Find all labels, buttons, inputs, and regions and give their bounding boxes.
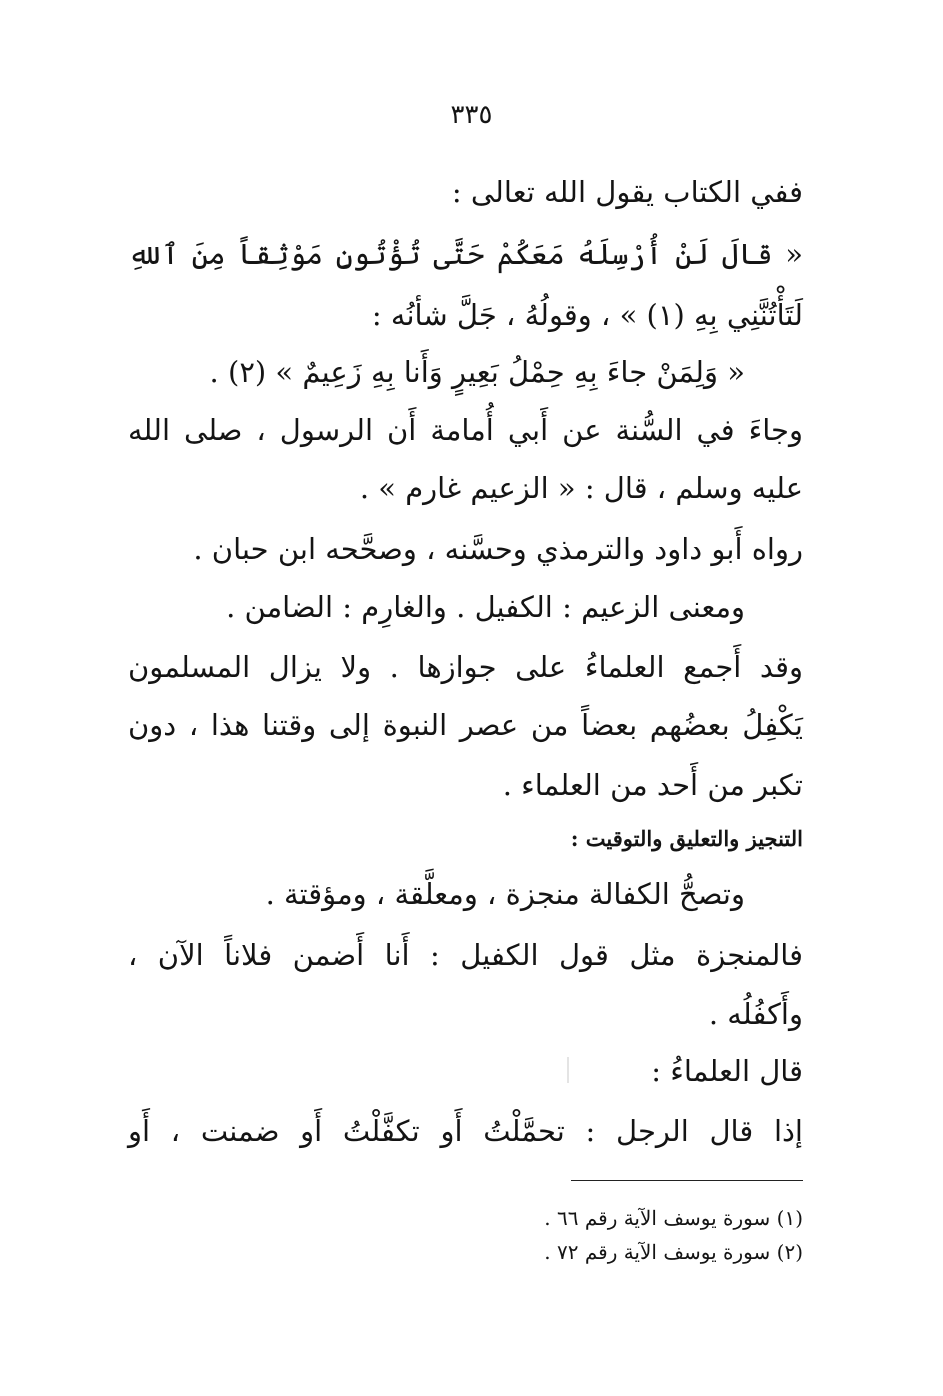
footnote: (١) سورة يوسف الآية رقم ٦٦ . [544,1206,803,1230]
quran-verse-line: « وَلِمَنْ جاءَ بِهِ حِمْلُ بَعِيرٍ وَأَنا بِهِ زَعِيمٌ » (٢) . [209,355,745,389]
text-line: وأَكفُلُه . [708,997,803,1031]
footnote-divider [571,1180,803,1181]
quran-verse-line: « قالَ لَنْ أُرْسِلَهُ مَعَكُمْ حَتَّى تُؤْتُونِ مَوْثِقاً مِنَ ٱللهِ [128,237,803,271]
page-number: ٣٣٥ [450,100,493,130]
quran-verse-line: لَتَأْتُنَّنِي بِهِ (١) » ، وقولُهُ ، جَلَّ شأنُه : [371,298,803,332]
scan-artifact [567,1057,569,1083]
text-line: قال العلماءُ : [651,1054,803,1088]
text-line: رواه أَبو داود والترمذي وحسَّنه ، وصحَّحه ابن حبان . [193,532,803,566]
text-line: وجاءَ في السُّنة عن أَبي أُمامة أَن الرسول ، صلى الله [128,413,803,447]
text-line: يَكْفِلُ بعضُهم بعضاً من عصر النبوة إلى وقتنا هذا ، دون [128,708,803,742]
text-line: فالمنجزة مثل قول الكفيل : أَنا أَضمن فلاناً الآن ، [128,938,803,972]
text-line: تكبر من أَحد من العلماء . [502,768,803,802]
text-line: وتصحُّ الكفالة منجزة ، ومعلَّقة ، ومؤقتة . [265,877,745,911]
footnote: (٢) سورة يوسف الآية رقم ٧٢ . [544,1240,803,1264]
text-line: ففي الكتاب يقول الله تعالى : [451,175,803,209]
text-line: عليه وسلم ، قال : « الزعيم غارم » . [359,471,803,505]
text-line: ومعنى الزعيم : الكفيل . والغارِم : الضامن . [226,590,745,624]
text-line: إذا قال الرجل : تحمَّلْتُ أَو تكفَّلْتُ أَو ضمنت ، أَو [128,1114,803,1148]
section-heading: التنجيز والتعليق والتوقيت : [570,826,803,851]
text-line: وقد أَجمع العلماءُ على جوازها . ولا يزال المسلمون [128,650,803,684]
